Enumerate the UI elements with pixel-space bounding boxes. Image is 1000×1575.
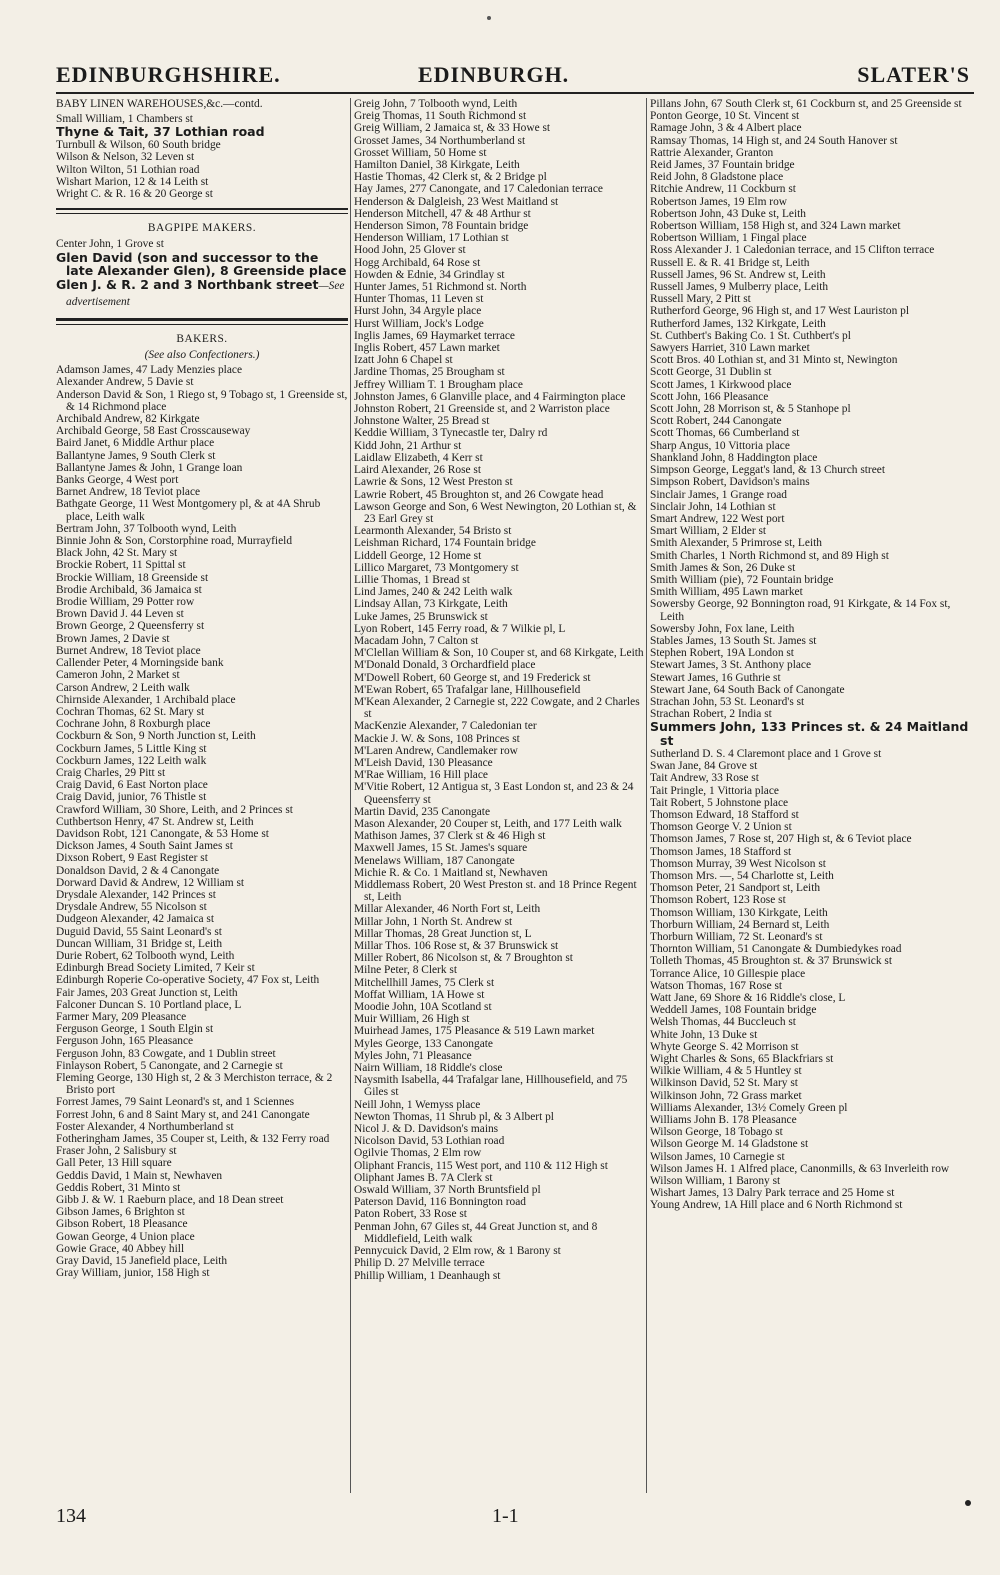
directory-entry: Miller Robert, 86 Nicolson st, & 7 Broughton st [354,952,573,965]
directory-entry: Reid James, 37 Fountain bridge [650,159,795,172]
directory-entry: Brockie Robert, 11 Spittal st [56,559,186,572]
directory-entry: Mathison James, 37 Clerk st & 46 High st [354,830,546,843]
directory-entry: Wilson & Nelson, 32 Leven st [56,151,195,164]
directory-entry: Center John, 1 Grove st [56,238,164,251]
directory-entry: Sutherland D. S. 4 Claremont place and 1 Grove st [650,747,882,760]
directory-entry: Smith James & Son, 26 Duke st [650,561,796,574]
directory-entry: Neill John, 1 Wemyss place [354,1098,481,1111]
directory-entry: Drysdale Andrew, 55 Nicolson st [56,901,207,914]
directory-entry: Ferguson George, 1 South Elgin st [56,1023,214,1036]
directory-entry: Henderson Simon, 78 Fountain bridge [354,220,529,233]
directory-entry: Sharp Angus, 10 Vittoria place [650,439,790,452]
directory-entry: Brown James, 2 Davie st [56,632,170,645]
header-county: EDINBURGHSHIRE. [56,62,281,87]
directory-entry: Dickson James, 4 South Saint James st [56,840,233,853]
directory-entry: Mason Alexander, 20 Couper st, Leith, and 177 Leith walk [354,817,622,830]
directory-entry: M'Dowell Robert, 60 George st, and 19 Frederick st [354,671,591,684]
directory-entry: Cockburn & Son, 9 North Junction st, Leith [56,730,256,743]
bakers-list [56,364,348,1279]
directory-entry: Duguid David, 55 Saint Leonard's st [56,925,222,938]
directory-entry: Shankland John, 8 Haddington place [650,451,818,464]
directory-entry: Fair James, 203 Great Junction st, Leith [56,986,238,999]
directory-entry: Philip D. 27 Melville terrace [354,1257,485,1270]
directory-entry: Wilkinson John, 72 Grass market [650,1089,802,1102]
directory-entry: Smith William (pie), 72 Fountain bridge [650,573,834,586]
directory-entry: Carson Andrew, 2 Leith walk [56,681,190,694]
directory-entry: Muirhead James, 175 Pleasance & 519 Lawn market [354,1025,595,1038]
directory-entry: Luke James, 25 Brunswick st [354,610,488,623]
directory-entry: Craig David, 6 East Norton place [56,779,208,792]
directory-entry: Wishart James, 13 Dalry Park terrace and 25 Home st [650,1187,895,1200]
directory-entry: Gray William, junior, 158 High st [56,1267,210,1280]
directory-entry: Watt Jane, 69 Shore & 16 Riddle's close, L [650,992,846,1005]
column-1 [56,98,348,1279]
directory-entry: Lawrie & Sons, 12 West Preston st [354,476,513,489]
directory-entry: Lillico Margaret, 73 Montgomery st [354,561,519,574]
directory-entry: Thomson William, 130 Kirkgate, Leith [650,906,828,919]
directory-entry: Hunter James, 51 Richmond st. North [354,281,527,294]
directory-entry: Reid John, 8 Gladstone place [650,171,784,184]
directory-entry: Milne Peter, 8 Clerk st [354,964,457,977]
directory-entry: Anderson David & Son, 1 Riego st, 9 Tobago st, 1 Greenside st, & 14 Richmond place [56,388,348,413]
directory-entry: Wilson James H. 1 Alfred place, Canonmills, & 63 Inverleith row [650,1162,950,1175]
directory-entry: M'Donald Donald, 3 Orchardfield place [354,659,536,672]
directory-entry: Thorburn William, 24 Bernard st, Leith [650,918,830,931]
directory-entry: Gibson Robert, 18 Pleasance [56,1218,188,1231]
directory-entry: Inglis James, 69 Haymarket terrace [354,329,515,342]
directory-entry: Laidlaw Elizabeth, 4 Kerr st [354,451,483,464]
directory-entry: Rutherford George, 96 High st, and 17 West Lauriston pl [650,305,910,318]
directory-entry: Brockie William, 18 Greenside st [56,571,209,584]
directory-entry: Lillie Thomas, 1 Bread st [354,573,470,586]
directory-entry: Thorburn William, 72 St. Leonard's st [650,931,823,943]
directory-entry: Gowie Grace, 40 Abbey hill [56,1242,185,1255]
directory-entry: Duncan William, 31 Bridge st, Leith [56,937,223,950]
directory-entry: M'Kean Alexander, 2 Carnegie st, 222 Cowgate, and 2 Charles st [354,695,640,721]
directory-entry: Smith William, 495 Lawn market [650,586,803,599]
directory-entry: Lawson George and Son, 6 West Newington, 20 Lothian st, & 23 Earl Grey st [354,500,637,525]
directory-entry: Cochran Thomas, 62 St. Mary st [56,705,205,718]
directory-entry: Myles George, 133 Canongate [354,1037,493,1050]
directory-entry: Menelaws William, 187 Canongate [354,854,515,867]
directory-entry: M'Leish David, 130 Pleasance [354,756,493,769]
directory-entry: Greig Thomas, 11 South Richmond st [354,110,527,123]
directory-entry: M'Clellan William & Son, 10 Couper st, and 68 Kirkgate, Leith [354,647,644,660]
directory-entry: Alexander Andrew, 5 Davie st [56,376,194,389]
directory-entry: Simpson Robert, Davidson's mains [650,476,810,489]
directory-entry: Millar Alexander, 46 North Fort st, Leith [354,903,541,916]
directory-entry: Ogilvie Thomas, 2 Elm row [354,1147,482,1160]
directory-entry: Strachan John, 53 St. Leonard's st [650,695,805,708]
directory-entry: Brown David J. 44 Leven st [56,608,184,621]
section-title-bagpipe: BAGPIPE MAKERS. [147,222,257,235]
directory-entry: Sowersby George, 92 Bonnington road, 91 Kirkgate, & 14 Fox st, Leith [650,598,951,623]
directory-entry: Inglis Robert, 457 Lawn market [354,342,500,355]
directory-entry: Gibb J. & W. 1 Raeburn place, and 18 Dean street [56,1194,284,1207]
directory-entry: Gibson James, 6 Brighton st [56,1206,185,1219]
directory-entry: Wilson James, 10 Carnegie st [650,1150,785,1163]
directory-entry: Edinburgh Bread Society Limited, 7 Keir st [56,962,255,975]
directory-entry: Russell James, 96 St. Andrew st, Leith [650,268,826,281]
directory-entry: Foster Alexander, 4 Northumberland st [56,1120,234,1133]
directory-entry: Learmonth Alexander, 54 Bristo st [354,525,512,538]
ink-mark [965,1500,971,1506]
directory-entry: Craig Charles, 29 Pitt st [56,766,166,779]
directory-entry: Oliphant Francis, 115 West port, and 110 & 112 High st [354,1159,608,1172]
column-3 [650,98,976,1212]
page-number: 134 [56,1505,86,1527]
directory-entry: Paterson David, 116 Bonnington road [354,1196,526,1209]
directory-entry: Johnston Robert, 21 Greenside st, and 2 Warriston place [354,403,610,416]
directory-entry: Martin David, 235 Canongate [354,805,491,818]
directory-entry: Greig John, 7 Tolbooth wynd, Leith [354,98,518,110]
advertisement-note: —See advertisement [66,280,345,309]
directory-entry: Weddell James, 108 Fountain bridge [650,1004,817,1017]
directory-entry: Hay James, 277 Canongate, and 17 Caledonian terrace [354,183,603,196]
column-divider [646,98,647,1493]
directory-entry: Penman John, 67 Giles st, 44 Great Junction st, and 8 Middlefield, Leith walk [354,1220,598,1245]
directory-entry: Thyne & Tait, 37 Lothian road [56,124,265,140]
directory-entry: Ponton George, 10 St. Vincent st [650,110,800,123]
directory-entry: Cuthbertson Henry, 47 St. Andrew st, Leith [56,815,254,828]
directory-entry: Davidson Robt, 121 Canongate, & 53 Home st [56,827,269,840]
directory-entry: Wilton Wilton, 51 Lothian road [56,163,200,176]
directory-entry: Newton Thomas, 11 Shrub pl, & 3 Albert pl [354,1110,554,1123]
directory-entry: Wilson George M. 14 Gladstone st [650,1138,809,1151]
directory-entry: Hurst John, 34 Argyle place [354,305,482,318]
directory-entry: Sinclair James, 1 Grange road [650,488,787,501]
directory-entry: Fleming George, 130 High st, 2 & 3 Merchiston terrace, & 2 Bristo port [56,1072,333,1097]
directory-entry: Oswald William, 37 North Bruntsfield pl [354,1184,541,1197]
directory-entry: M'Ewan Robert, 65 Trafalgar lane, Hillhousefield [354,683,581,696]
directory-entry: Thornton William, 51 Canongate & Dumbiedykes road [650,943,902,956]
directory-entry: Sowersby John, Fox lane, Leith [650,622,795,635]
directory-entry: Stewart James, 3 St. Anthony place [650,659,812,672]
directory-entry: Geddis Robert, 31 Minto st [56,1181,181,1194]
bagpipe-list [56,238,348,309]
bakers-list-continued [650,98,976,1212]
directory-entry: Craig David, junior, 76 Thistle st [56,791,207,804]
directory-entry: Jardine Thomas, 25 Brougham st [354,366,505,379]
directory-entry: Simpson George, Leggat's land, & 13 Church street [650,464,885,477]
directory-entry: Archibald George, 58 East Crosscauseway [56,425,251,438]
directory-entry: Finlayson Robert, 5 Canongate, and 2 Carnegie st [56,1059,283,1072]
directory-entry: Thomson Murray, 39 West Nicolson st [650,857,826,870]
directory-entry: Robertson James, 19 Elm row [650,195,787,208]
directory-entry: Scott George, 31 Dublin st [650,366,772,379]
directory-entry: Forrest John, 6 and 8 Saint Mary st, and 241 Canongate [56,1108,310,1121]
directory-entry: Whyte George S. 42 Morrison st [650,1040,799,1053]
bakers-list-continued [354,98,644,1282]
directory-entry: Naysmith Isabella, 44 Trafalgar lane, Hillhousefield, and 75 Giles st [354,1074,628,1099]
directory-entry: Dixson Robert, 9 East Register st [56,852,208,865]
directory-entry: Russell E. & R. 41 Bridge st, Leith [650,256,810,269]
directory-entry: Lindsay Allan, 73 Kirkgate, Leith [354,598,508,611]
directory-entry: Macadam John, 7 Calton st [354,634,479,647]
directory-entry: Liddell George, 12 Home st [354,549,482,562]
directory-entry: Wilson William, 1 Barony st [650,1175,781,1188]
directory-entry: Scott Bros. 40 Lothian st, and 31 Minto st, Newington [650,354,898,367]
directory-entry: Johnstone Walter, 25 Bread st [354,415,490,428]
directory-entry: Ferguson John, 165 Pleasance [56,1035,194,1048]
directory-entry: Adamson James, 47 Lady Menzies place [56,364,242,377]
directory-entry: Scott John, 28 Morrison st, & 5 Stanhope pl [650,403,851,416]
column-divider [350,98,351,1493]
directory-entry: Wilkinson David, 52 St. Mary st [650,1077,798,1090]
directory-entry: Ritchie Andrew, 11 Cockburn st [650,183,796,196]
directory-entry: Bertram John, 37 Tolbooth wynd, Leith [56,522,237,535]
directory-entry: Oliphant James B. 7A Clerk st [354,1171,493,1184]
directory-entry: Smith Alexander, 5 Primrose st, Leith [650,537,822,550]
directory-entry: Lind James, 240 & 242 Leith walk [354,586,513,599]
directory-entry: Hogg Archibald, 64 Rose st [354,256,481,269]
directory-entry: Pillans John, 67 South Clerk st, 61 Cockburn st, and 25 Greenside st [650,98,962,110]
directory-entry: Durie Robert, 62 Tolbooth wynd, Leith [56,949,235,962]
directory-entry: Fraser John, 2 Salisbury st [56,1145,177,1158]
directory-entry: Binnie John & Son, Corstorphine road, Murrayfield [56,535,293,548]
directory-entry: Hastie Thomas, 42 Clerk st, & 2 Bridge pl [354,171,547,184]
directory-entry: Summers John, 133 Princes st. & 24 Maitland st [650,719,969,749]
directory-entry: Thomson James, 18 Stafford st [650,845,792,858]
directory-entry: Baird Janet, 6 Middle Arthur place [56,437,215,450]
directory-entry: Grosset William, 50 Home st [354,146,487,159]
directory-entry: St. Cuthbert's Baking Co. 1 St. Cuthbert's pl [650,329,851,342]
directory-entry: Thomson George V. 2 Union st [650,821,792,834]
directory-entry: Burnet Andrew, 18 Teviot place [56,644,201,657]
directory-entry: Hurst William, Jock's Lodge [354,317,484,330]
directory-entry: Middlemass Robert, 20 West Preston st. and 18 Prince Regent st, Leith [354,879,637,904]
directory-entry: Grosset James, 34 Northumberland st [354,134,526,147]
directory-entry: M'Laren Andrew, Candlemaker row [354,744,518,757]
directory-entry: Kidd John, 21 Arthur st [354,439,462,452]
directory-entry: Stables James, 13 South St. James st [650,634,817,647]
directory-entry: Pennycuick David, 2 Elm row, & 1 Barony st [354,1245,561,1258]
directory-entry: Hamilton Daniel, 38 Kirkgate, Leith [354,159,520,172]
directory-entry: Myles John, 71 Pleasance [354,1049,472,1062]
directory-entry: Brown George, 2 Queensferry st [56,620,205,633]
directory-entry: Howden & Ednie, 34 Grindlay st [354,268,505,281]
directory-entry: Thomson Peter, 21 Sandport st, Leith [650,882,821,895]
directory-entry: Rutherford James, 132 Kirkgate, Leith [650,317,826,330]
directory-entry: Watson Thomas, 167 Rose st [650,979,783,992]
directory-entry: Farmer Mary, 209 Pleasance [56,1010,187,1023]
directory-entry: Gray David, 15 Janefield place, Leith [56,1255,228,1268]
directory-entry: Black John, 42 St. Mary st [56,547,178,560]
directory-entry: Wight Charles & Sons, 65 Blackfriars st [650,1053,834,1066]
directory-entry: Ballantyne James & John, 1 Grange loan [56,461,243,474]
directory-entry: Callender Peter, 4 Morningside bank [56,657,224,670]
header-rule [56,92,974,94]
directory-entry: Cameron John, 2 Market st [56,669,180,682]
directory-entry: Cockburn James, 5 Little King st [56,742,207,755]
directory-entry: Tait Robert, 5 Johnstone place [650,796,789,809]
directory-entry: M'Vitie Robert, 12 Antigua st, 3 East London st, and 23 & 24 Queensferry st [354,781,634,806]
section-title-baby-linen: BABY LINEN WAREHOUSES,&c.—contd. [56,98,263,110]
directory-entry: Drysdale Alexander, 142 Princes st [56,888,216,901]
directory-entry: Falconer Duncan S. 10 Portland place, L [56,998,242,1011]
directory-entry: Tait Andrew, 33 Rose st [650,772,759,785]
directory-entry: Brodie Archibald, 36 Jamaica st [56,583,202,596]
signature-mark: 1-1 [492,1505,519,1527]
directory-entry: Robertson John, 43 Duke st, Leith [650,207,806,220]
section-subtitle-bakers: (See also Confectioners.) [144,349,260,362]
directory-entry: Geddis David, 1 Main st, Newhaven [56,1169,223,1182]
directory-entry: Edinburgh Roperie Co-operative Society, 47 Fox st, Leith [56,974,320,987]
directory-entry: Johnston James, 6 Glanville place, and 4 Fairmington place [354,390,626,403]
directory-entry: Donaldson David, 2 & 4 Canongate [56,864,220,877]
directory-entry: Archibald Andrew, 82 Kirkgate [56,413,200,426]
directory-entry: Stephen Robert, 19A London st [650,647,794,660]
directory-entry: Sawyers Harriet, 310 Lawn market [650,342,810,355]
directory-entry: Nairn William, 18 Riddle's close [354,1062,503,1075]
directory-entry: Keddie William, 3 Tynecastle ter, Dalry rd [354,427,548,440]
directory-entry: Robertson William, 158 High st, and 324 Lawn market [650,220,901,233]
directory-entry: Hunter Thomas, 11 Leven st [354,293,484,306]
directory-entry: Barnet Andrew, 18 Teviot place [56,486,201,499]
directory-entry: M'Rae William, 16 Hill place [354,769,488,782]
page-speck [487,16,491,20]
directory-entry: Tait Pringle, 1 Vittoria place [650,784,779,797]
directory-entry: Smith Charles, 1 North Richmond st, and 89 High st [650,549,889,562]
directory-entry: Lawrie Robert, 45 Broughton st, and 26 Cowgate head [354,488,604,501]
directory-entry: Moodie John, 10A Scotland st [354,1001,492,1014]
header-publisher: SLATER'S [857,62,970,87]
baby-linen-list [56,113,348,200]
directory-entry: Nicol J. & D. Davidson's mains [354,1123,499,1136]
directory-entry: Lyon Robert, 145 Ferry road, & 7 Wilkie pl, L [354,622,566,635]
directory-entry: Thomson Robert, 123 Rose st [650,894,786,907]
directory-entry: Williams Alexander, 13½ Comely Green pl [650,1101,848,1114]
directory-entry: Paton Robert, 33 Rose st [354,1208,467,1221]
directory-entry: Robertson William, 1 Fingal place [650,232,807,245]
directory-entry: Glen J. & R. 2 and 3 Northbank street—See advertisement [56,277,345,309]
directory-entry: Laird Alexander, 26 Rose st [354,464,482,477]
directory-entry: Crawford William, 30 Shore, Leith, and 2 Princes st [56,803,293,816]
directory-entry: Mackie J. W. & Sons, 108 Princes st [354,732,520,745]
column-2 [354,98,644,1282]
directory-entry: Millar Thomas, 28 Great Junction st, L [354,927,532,940]
directory-entry: Rattrie Alexander, Granton [650,146,774,159]
directory-entry: Tolleth Thomas, 45 Broughton st. & 37 Brunswick st [650,955,892,968]
directory-entry: Russell Mary, 2 Pitt st [650,293,751,306]
directory-entry: Ballantyne James, 9 South Clerk st [56,449,216,462]
directory-entry: Small William, 1 Chambers st [56,113,193,126]
directory-entry: Greig William, 2 Jamaica st, & 33 Howe st [354,122,551,135]
section-rule [56,318,348,325]
directory-entry: Ramsay Thomas, 14 High st, and 24 South Hanover st [650,134,898,147]
directory-entry: Swan Jane, 84 Grove st [650,760,758,773]
directory-entry: Smart Andrew, 122 West port [650,512,785,525]
directory-entry: Stewart Jane, 64 South Back of Canongate [650,683,845,696]
section-title-bakers: BAKERS. [176,332,228,345]
directory-entry: Brodie William, 29 Potter row [56,596,195,609]
directory-entry: Scott James, 1 Kirkwood place [650,378,792,391]
directory-entry: Ross Alexander J. 1 Caledonian terrace, and 15 Clifton terrace [650,244,935,257]
directory-entry: Cockburn James, 122 Leith walk [56,754,207,767]
directory-entry: Young Andrew, 1A Hill place and 6 North Richmond st [650,1199,903,1212]
directory-entry: White John, 13 Duke st [650,1028,758,1041]
directory-entry: Smart William, 2 Elder st [650,525,767,538]
directory-entry: Henderson & Dalgleish, 23 West Maitland st [354,195,559,208]
directory-entry: MacKenzie Alexander, 7 Caledonian ter [354,720,537,733]
directory-entry: Scott Thomas, 66 Cumberland st [650,427,800,440]
directory-entry: Mitchellhill James, 75 Clerk st [354,976,495,989]
directory-entry: Wilkie William, 4 & 5 Huntley st [650,1065,802,1078]
directory-entry: Chirnside Alexander, 1 Archibald place [56,693,236,706]
directory-entry: Izatt John 6 Chapel st [354,354,453,367]
directory-entry: Muir William, 26 High st [354,1013,470,1026]
directory-entry: Michie R. & Co. 1 Maitland st, Newhaven [354,866,548,879]
directory-entry: Wright C. & R. 16 & 20 George st [56,188,213,201]
directory-entry: Banks George, 4 West port [56,474,179,487]
directory-entry: Williams John B. 178 Pleasance [650,1114,797,1127]
directory-entry: Sinclair John, 14 Lothian st [650,500,776,513]
directory-entry: Hood John, 25 Glover st [354,244,466,257]
directory-entry: Fotheringham James, 35 Couper st, Leith, & 132 Ferry road [56,1133,330,1146]
directory-entry: Moffat William, 1A Howe st [354,988,485,1001]
section-rule [56,208,348,214]
directory-entry: Forrest James, 79 Saint Leonard's st, and 1 Sciennes [56,1096,295,1109]
directory-entry: Nicolson David, 53 Lothian road [354,1135,505,1148]
directory-entry: Turnbull & Wilson, 60 South bridge [56,139,221,152]
directory-entry: Gowan George, 4 Union place [56,1230,195,1243]
directory-entry: Henderson Mitchell, 47 & 48 Arthur st [354,207,531,220]
directory-entry: Millar John, 1 North St. Andrew st [354,915,513,928]
directory-entry: Wilson George, 18 Tobago st [650,1126,783,1139]
directory-entry: Cochrane John, 8 Roxburgh place [56,718,211,731]
directory-entry: Thomson Mrs. —, 54 Charlotte st, Leith [650,869,834,882]
directory-entry: Jeffrey William T. 1 Brougham place [354,378,523,391]
directory-entry: Dorward David & Andrew, 12 William st [56,876,245,889]
directory-entry: Scott John, 166 Pleasance [650,390,769,403]
directory-entry: Leishman Richard, 174 Fountain bridge [354,537,536,550]
directory-entry: Millar Thos. 106 Rose st, & 37 Brunswick st [354,940,559,953]
directory-entry: Phillip William, 1 Deanhaugh st [354,1269,501,1282]
directory-entry: Torrance Alice, 10 Gillespie place [650,967,806,980]
directory-entry: Russell James, 9 Mulberry place, Leith [650,281,829,294]
directory-entry: Bathgate George, 11 West Montgomery pl, & at 4A Shrub place, Leith walk [56,498,321,523]
directory-entry: Strachan Robert, 2 India st [650,708,772,721]
header-town: EDINBURGH. [418,62,570,87]
directory-entry: Dudgeon Alexander, 42 Jamaica st [56,913,215,926]
directory-entry: Thomson James, 7 Rose st, 207 High st, & 6 Teviot place [650,833,912,846]
directory-entry: Welsh Thomas, 44 Buccleuch st [650,1016,796,1029]
directory-entry: Thomson Edward, 18 Stafford st [650,808,799,821]
directory-entry: Ramage John, 3 & 4 Albert place [650,122,802,135]
directory-entry: Glen David (son and successor to the late Alexander Glen), 8 Greenside place [56,249,347,279]
directory-entry: Wishart Marion, 12 & 14 Leith st [56,175,209,188]
directory-entry: Henderson William, 17 Lothian st [354,232,509,245]
directory-entry: Scott Robert, 244 Canongate [650,415,782,428]
directory-entry: Gall Peter, 13 Hill square [56,1157,172,1170]
directory-entry: Stewart James, 16 Guthrie st [650,671,781,684]
directory-entry: Maxwell James, 15 St. James's square [354,842,528,855]
directory-entry: Ferguson John, 83 Cowgate, and 1 Dublin street [56,1047,276,1060]
